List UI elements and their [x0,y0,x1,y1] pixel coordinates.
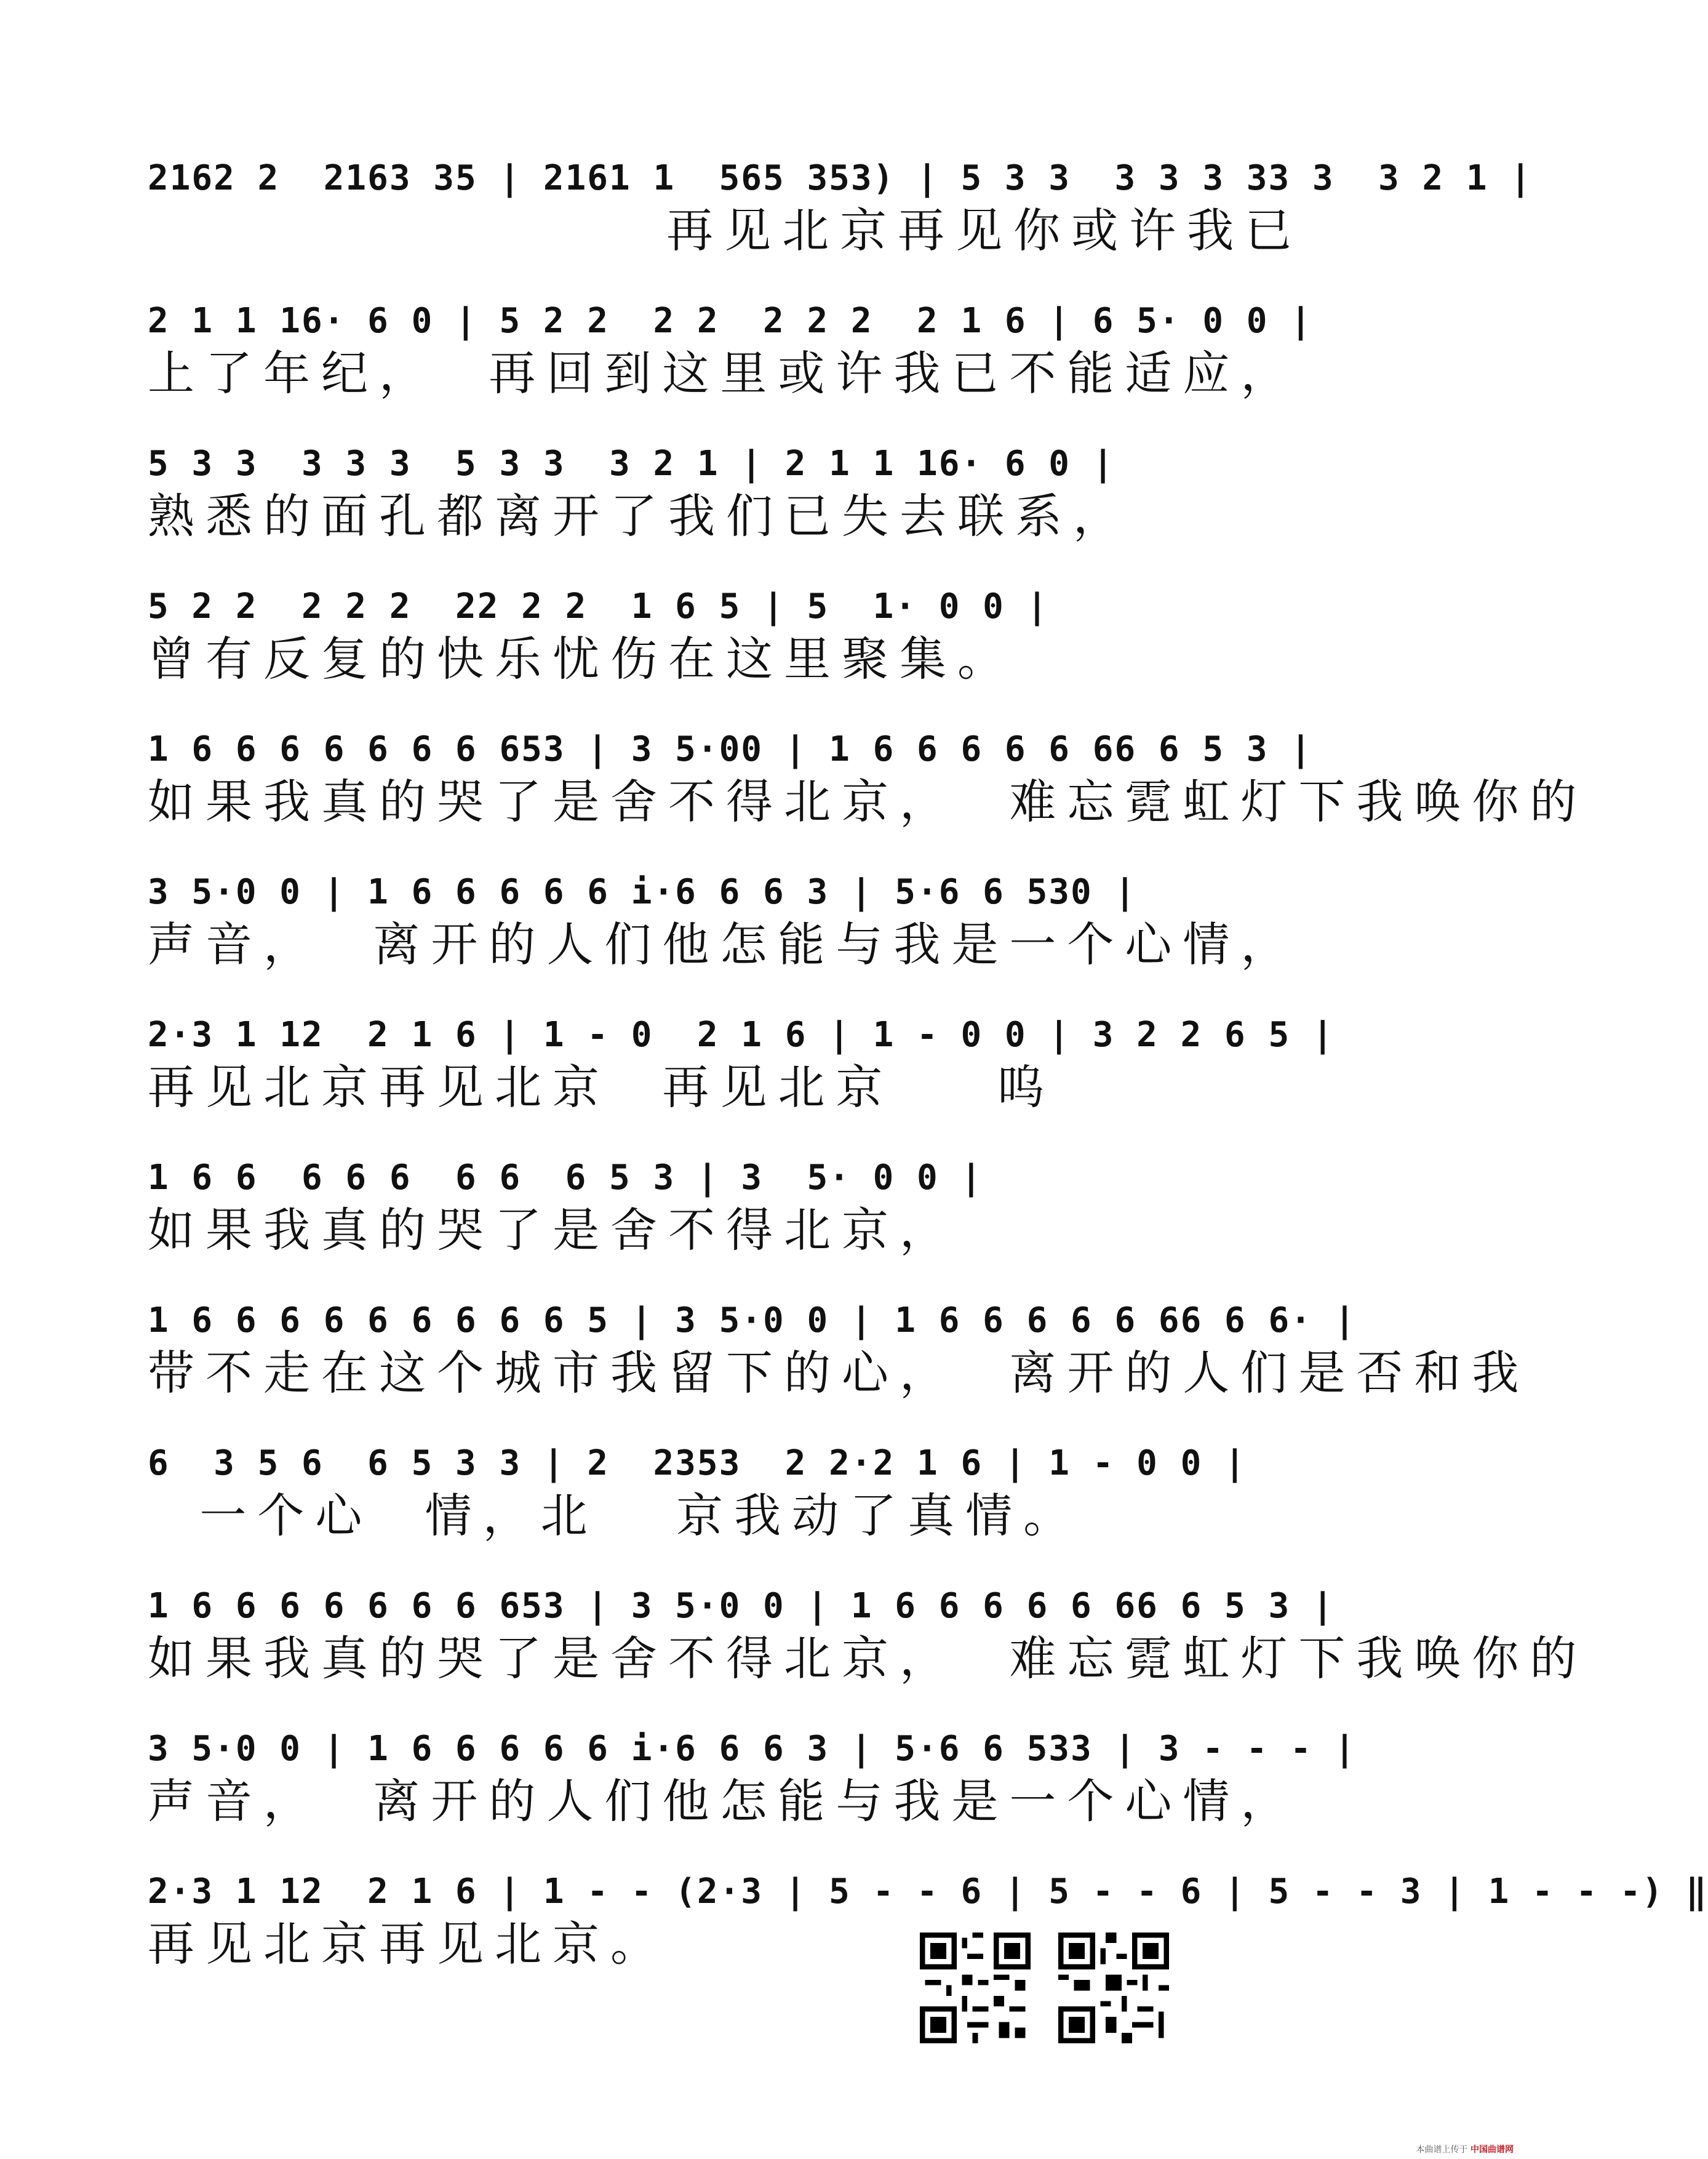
notation-line: 1 6 6 6 6 6 6 6 6 5 3 | 3 5· 0 0 | [148,1158,983,1198]
lyrics-line: 如果我真的哭了是舍不得北京， [148,1203,957,1257]
notation-line: 6 3 5 6 6 5 3 3 | 2 2353 2 2·2 1 6 | 1 - 0 0 | [148,1443,1247,1483]
notation-line: 5 2 2 2 2 2 22 2 2 1 6 5 | 5 1· 0 0 | [148,587,1049,627]
notation-line: 2·3 1 12 2 1 6 | 1 - 0 2 1 6 | 1 - 0 0 | 3 2 2 6 5 | [148,1015,1335,1055]
lyrics-line: 带不走在这个城市我留下的心， 离开的人们是否和我 [148,1345,1530,1400]
lyrics-line: 如果我真的哭了是舍不得北京， 难忘霓虹灯下我唤你的 [148,1631,1588,1686]
lyrics-line: 一个心 情，北 京我动了真情。 [148,1488,1082,1543]
notation-line: 2 1 1 16· 6 0 | 5 2 2 2 2 2 2 2 2 1 6 | 6 5· 0 0 | [148,301,1312,341]
lyrics-line: 上了年纪， 再回到这里或许我已不能适应， [148,346,1299,401]
notation-line: 1 6 6 6 6 6 6 6 653 | 3 5·00 | 1 6 6 6 6 6 66 6 5 3 | [148,729,1312,769]
notation-line: 3 5·0 0 | 1 6 6 6 6 6 i·6 6 6 3 | 5·6 6 530 | [148,872,1137,912]
notation-line: 2·3 1 12 2 1 6 | 1 - - (2·3 | 5 - - 6 | 5 - - 6 | 5 - - 3 | 1 - - -) ‖ [148,1872,1708,1912]
footer-site: 中国曲谱网 [1471,2145,1514,2155]
lyrics-line: 声音， 离开的人们他怎能与我是一个心情， [148,917,1299,972]
notation-line: 1 6 6 6 6 6 6 6 6 6 5 | 3 5·0 0 | 1 6 6 6 6 6 66 6 6· | [148,1300,1357,1340]
lyrics-line: 熟悉的面孔都离开了我们已失去联系， [148,489,1131,543]
lyrics-line: 再见北京再见北京 再见北京 呜 [148,1060,1055,1115]
notation-line: 1 6 6 6 6 6 6 6 653 | 3 5·0 0 | 1 6 6 6 6 6 66 6 5 3 | [148,1586,1335,1626]
qr-code-right [1058,1933,1169,2043]
notation-line: 3 5·0 0 | 1 6 6 6 6 6 i·6 6 6 3 | 5·6 6 533 | 3 - - - | [148,1729,1357,1769]
notation-line: 5 3 3 3 3 3 5 3 3 3 2 1 | 2 1 1 16· 6 0 | [148,444,1115,484]
lyrics-line: 如果我真的哭了是舍不得北京， 难忘霓虹灯下我唤你的 [148,774,1588,829]
footer-credit [1416,2143,1514,2155]
lyrics-line: 曾有反复的快乐忧伤在这里聚集。 [148,631,1015,686]
lyrics-line: 声音， 离开的人们他怎能与我是一个心情， [148,1774,1299,1829]
footer-prefix: 本曲谱上传于 [1416,2145,1468,2155]
qr-code-left [920,1933,1031,2043]
lyrics-line: 再见北京再见你或许我已 [148,203,1303,258]
notation-line: 2162 2 2163 35 | 2161 1 565 353) | 5 3 3 3 3 3 33 3 3 2 1 | [148,158,1533,198]
lyrics-line: 再见北京再见北京。 [148,1917,668,1971]
